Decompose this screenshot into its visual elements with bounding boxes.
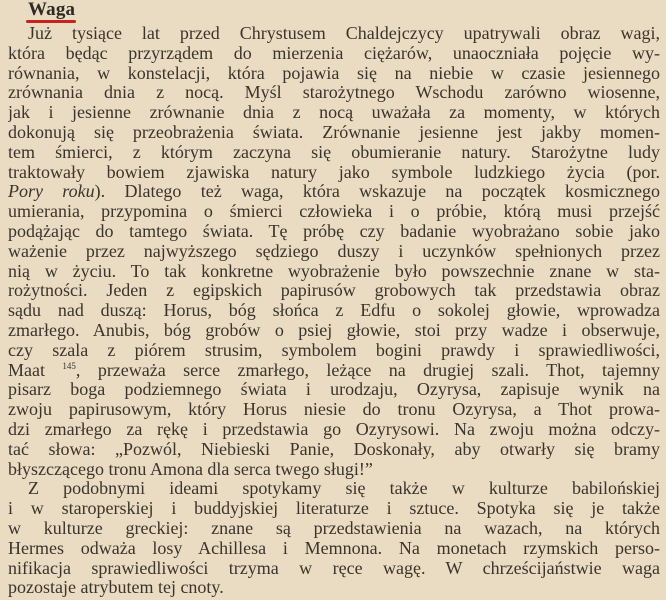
body-text	[8, 24, 660, 598]
text-segment: czy szala z piórem strusim, symbolem bogini prawdy i sprawiedliwości,	[8, 340, 660, 360]
text-segment: pozostaje atrybutem tej cnoty.	[8, 578, 224, 598]
text-segment: nifikacja sprawiedliwości trzyma w ręce wagę. W chrześcijaństwie waga	[8, 558, 660, 578]
text-segment: tać słowa: „Pozwól, Niebieski Panie, Doskonały, aby otwarły się bramy	[8, 439, 660, 459]
text-line	[8, 103, 660, 123]
text-line	[8, 202, 660, 222]
text-segment: tem śmierci, z którym zaczyna się obumieranie natury. Starożytne ludy	[8, 142, 660, 162]
text-segment: , przeważa serce zmarłego, leżące na drugiej szali. Thot, tajemny	[75, 360, 660, 380]
text-segment: nią w życiu. To tak konkretne wyobrażenie było powszechnie znane w sta-	[8, 261, 660, 281]
text-segment: zrównania dnia z nocą. Myśl starożytnego Wschodu zarówno wiosenne,	[8, 83, 660, 103]
text-segment: Maat	[8, 360, 63, 380]
text-line	[8, 578, 660, 598]
text-line	[8, 64, 660, 84]
text-segment: Hermes odważa losy Achillesa i Memnona. Na monetach rzymskich perso-	[8, 538, 660, 558]
text-segment: umierania, przypomina o śmierci człowieka i o próbie, którą musi przejść	[8, 202, 660, 222]
text-segment: w kulturze greckiej: znane są przedstawienia na wazach, na których	[8, 518, 660, 538]
text-line	[8, 222, 660, 242]
text-segment: pisarz boga podziemnego świata i urodzaju, Ozyrysa, zapisuje wynik na	[8, 380, 660, 400]
text-line	[8, 83, 660, 103]
text-line	[8, 420, 660, 440]
text-line	[8, 24, 660, 44]
text-line	[8, 539, 660, 559]
footnote-ref: 145	[62, 360, 76, 371]
text-segment: zwoju papirusowym, który Horus niesie do tronu Ozyrysa, a Thot prowa-	[8, 400, 660, 420]
text-segment: i w staroperskiej i buddyjskiej literaturze i sztuce. Spotyka się je także	[8, 499, 660, 519]
text-segment: błyszczącego tronu Amona dla serca twego sługi!”	[8, 459, 373, 479]
text-segment: sądu nad duszą: Horus, bóg słońca z Edfu o sokolej głowie, wprowadza	[8, 301, 660, 321]
text-line	[8, 341, 660, 361]
text-line	[8, 380, 660, 400]
text-segment: jak i jesienne zrównanie dnia z nocą uważała za momenty, w których	[8, 103, 660, 123]
text-line	[8, 242, 660, 262]
text-line	[8, 361, 660, 381]
paragraph	[8, 24, 660, 479]
text-line	[8, 182, 660, 202]
cross-reference: Pory roku	[8, 182, 95, 202]
text-line	[8, 123, 660, 143]
text-line	[8, 400, 660, 420]
heading-underline	[26, 20, 76, 23]
text-segment: ). Dlatego też waga, która wskazuje na początek kosmicznego	[94, 182, 660, 202]
text-segment: Z podobnymi ideami spotykamy się także w kulturze babilońskiej	[28, 479, 660, 499]
text-segment: równania, w konstelacji, która pojawia się na niebie w czasie jesiennego	[8, 63, 660, 83]
text-line	[8, 301, 660, 321]
text-segment: zmarłego. Anubis, bóg grobów o psiej głowie, stoi przy wadze i obserwuje,	[8, 320, 660, 340]
text-line	[8, 440, 660, 460]
text-line	[8, 499, 660, 519]
text-line	[8, 460, 660, 480]
text-line	[8, 44, 660, 64]
text-line	[8, 281, 660, 301]
text-segment: Już tysiące lat przed Chrystusem Chaldejczycy upatrywali obraz wagi,	[28, 24, 660, 43]
text-line	[8, 479, 660, 499]
text-line	[8, 262, 660, 282]
text-line	[8, 143, 660, 163]
text-line	[8, 321, 660, 341]
text-segment: traktowały bowiem zjawiska natury jako symbole ludzkiego życia (por.	[8, 162, 660, 182]
section-heading: Waga	[28, 0, 76, 20]
text-segment: dzi zmarłego za rękę i przedstawia go Ozyrysowi. Na zwoju można odczy-	[8, 419, 660, 439]
text-segment: która będąc przyrządem do mierzenia ciężarów, unaoczniała pojęcie wy-	[8, 43, 660, 63]
text-segment: rożytności. Jeden z egipskich papirusów grobowych tak przedstawia obraz	[8, 281, 660, 301]
text-line	[8, 519, 660, 539]
text-segment: dokonują się przeobrażenia świata. Zrównanie jesienne jest jakby momen-	[8, 122, 660, 142]
paragraph	[8, 479, 660, 598]
text-line	[8, 163, 660, 183]
text-line	[8, 559, 660, 579]
text-segment: podążając do tamtego świata. Tę próbę czy badanie wyobrażano sobie jako	[8, 221, 660, 241]
text-segment: ważenie przez najwyższego sędziego duszy i uczynków spełnionych przez	[8, 241, 660, 261]
